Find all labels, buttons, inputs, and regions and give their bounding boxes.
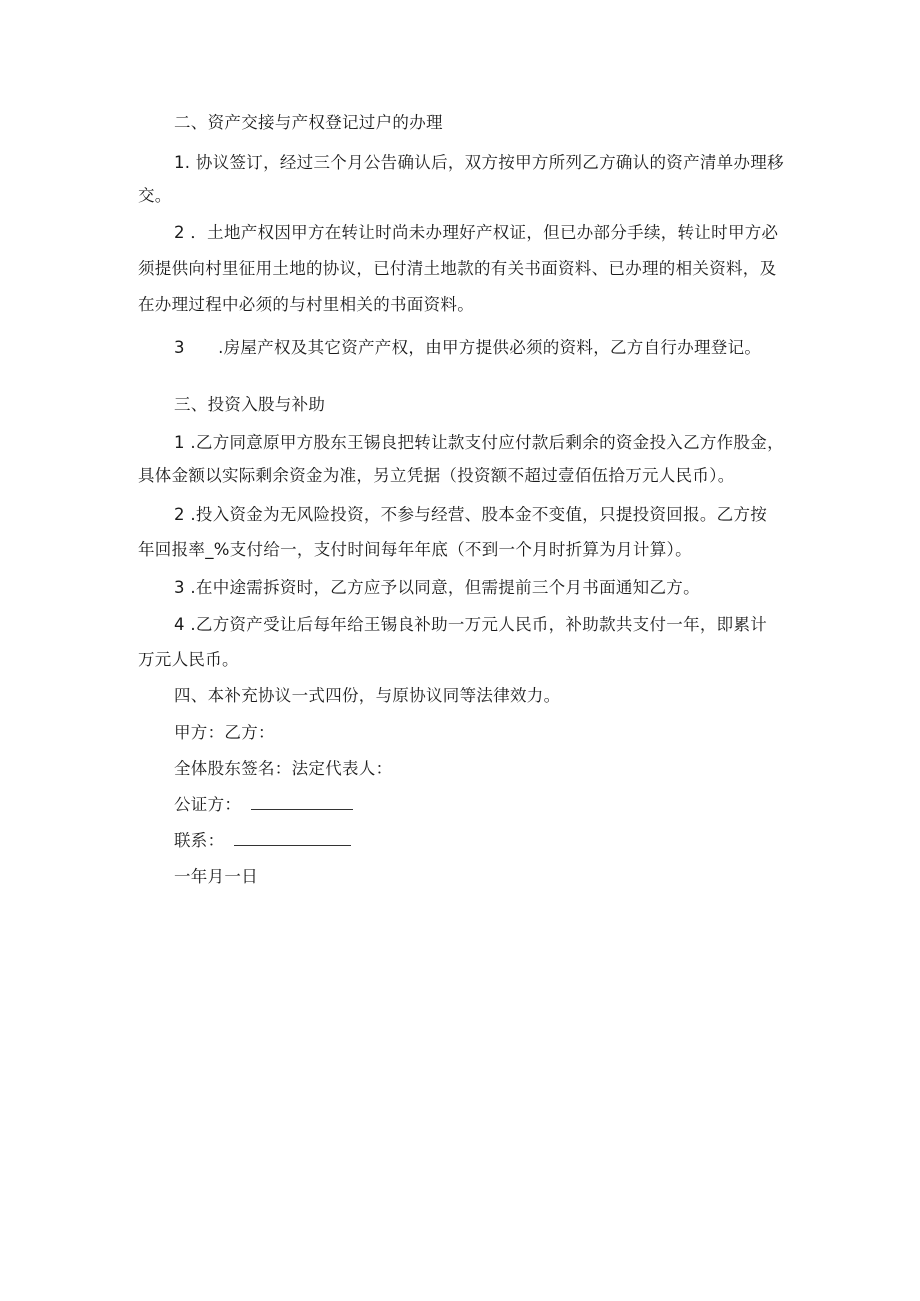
section-2-item-2-line-3: 在办理过程中必须的与村里相关的书面资料。 xyxy=(138,295,474,314)
section-3-item-1-line-2: 具体金额以实际剩余资金为准，另立凭据（投资额不超过壹佰伍拾万元人民币）。 xyxy=(138,466,735,485)
signature-shareholders: 全体股东签名：法定代表人： xyxy=(174,759,393,778)
section-3-item-4-line-1: 4 .乙方资产受让后每年给王锡良补助一万元人民币，补助款共支付一年，即累计 xyxy=(174,615,768,634)
section-3-item-3-line-1: 3 .在中途需拆资时，乙方应予以同意，但需提前三个月书面通知乙方。 xyxy=(174,578,700,597)
notary-label: 公证方： xyxy=(174,795,242,814)
section-3-item-4-line-2: 万元人民币。 xyxy=(138,650,239,669)
section-2-item-2-line-2: 须提供向村里征用土地的协议，已付清土地款的有关书面资料、已办理的相关资料，及 xyxy=(138,259,777,278)
contact-blank xyxy=(234,831,351,846)
contact-line xyxy=(174,823,824,859)
section-2-item-1-line-2: 交。 xyxy=(138,186,172,205)
contact-label: 联系： xyxy=(174,831,225,850)
section-4-heading: 四、本补充协议一式四份，与原协议同等法律效力。 xyxy=(174,686,561,705)
date-line: 一年月一日 xyxy=(174,867,258,886)
notary-line xyxy=(174,787,824,823)
section-3-item-2-line-1: 2 .投入资金为无风险投资，不参与经营、股本金不变值，只提投资回报。乙方按 xyxy=(174,505,768,524)
section-2-heading: 二、资产交接与产权登记过户的办理 xyxy=(174,113,443,132)
section-3-heading: 三、投资入股与补助 xyxy=(174,395,326,414)
section-2-item-2-line-1: 2 ．土地产权因甲方在转让时尚未办理好产权证，但已办部分手续，转让时甲方必 xyxy=(174,223,779,242)
section-2-item-3-line-1: 3 .房屋产权及其它资产产权，由甲方提供必须的资料，乙方自行办理登记。 xyxy=(174,338,762,357)
notary-blank xyxy=(251,795,353,810)
section-2-item-1-line-1: 1. 协议签订，经过三个月公告确认后，双方按甲方所列乙方确认的资产清单办理移 xyxy=(174,153,784,172)
section-3-item-2-line-2: 年回报率_%支付给一，支付时间每年年底（不到一个月时折算为月计算）。 xyxy=(138,540,692,559)
signature-parties: 甲方：乙方： xyxy=(174,723,275,742)
section-3-item-1-line-1: 1 .乙方同意原甲方股东王锡良把转让款支付应付款后剩余的资金投入乙方作股金， xyxy=(174,433,784,452)
